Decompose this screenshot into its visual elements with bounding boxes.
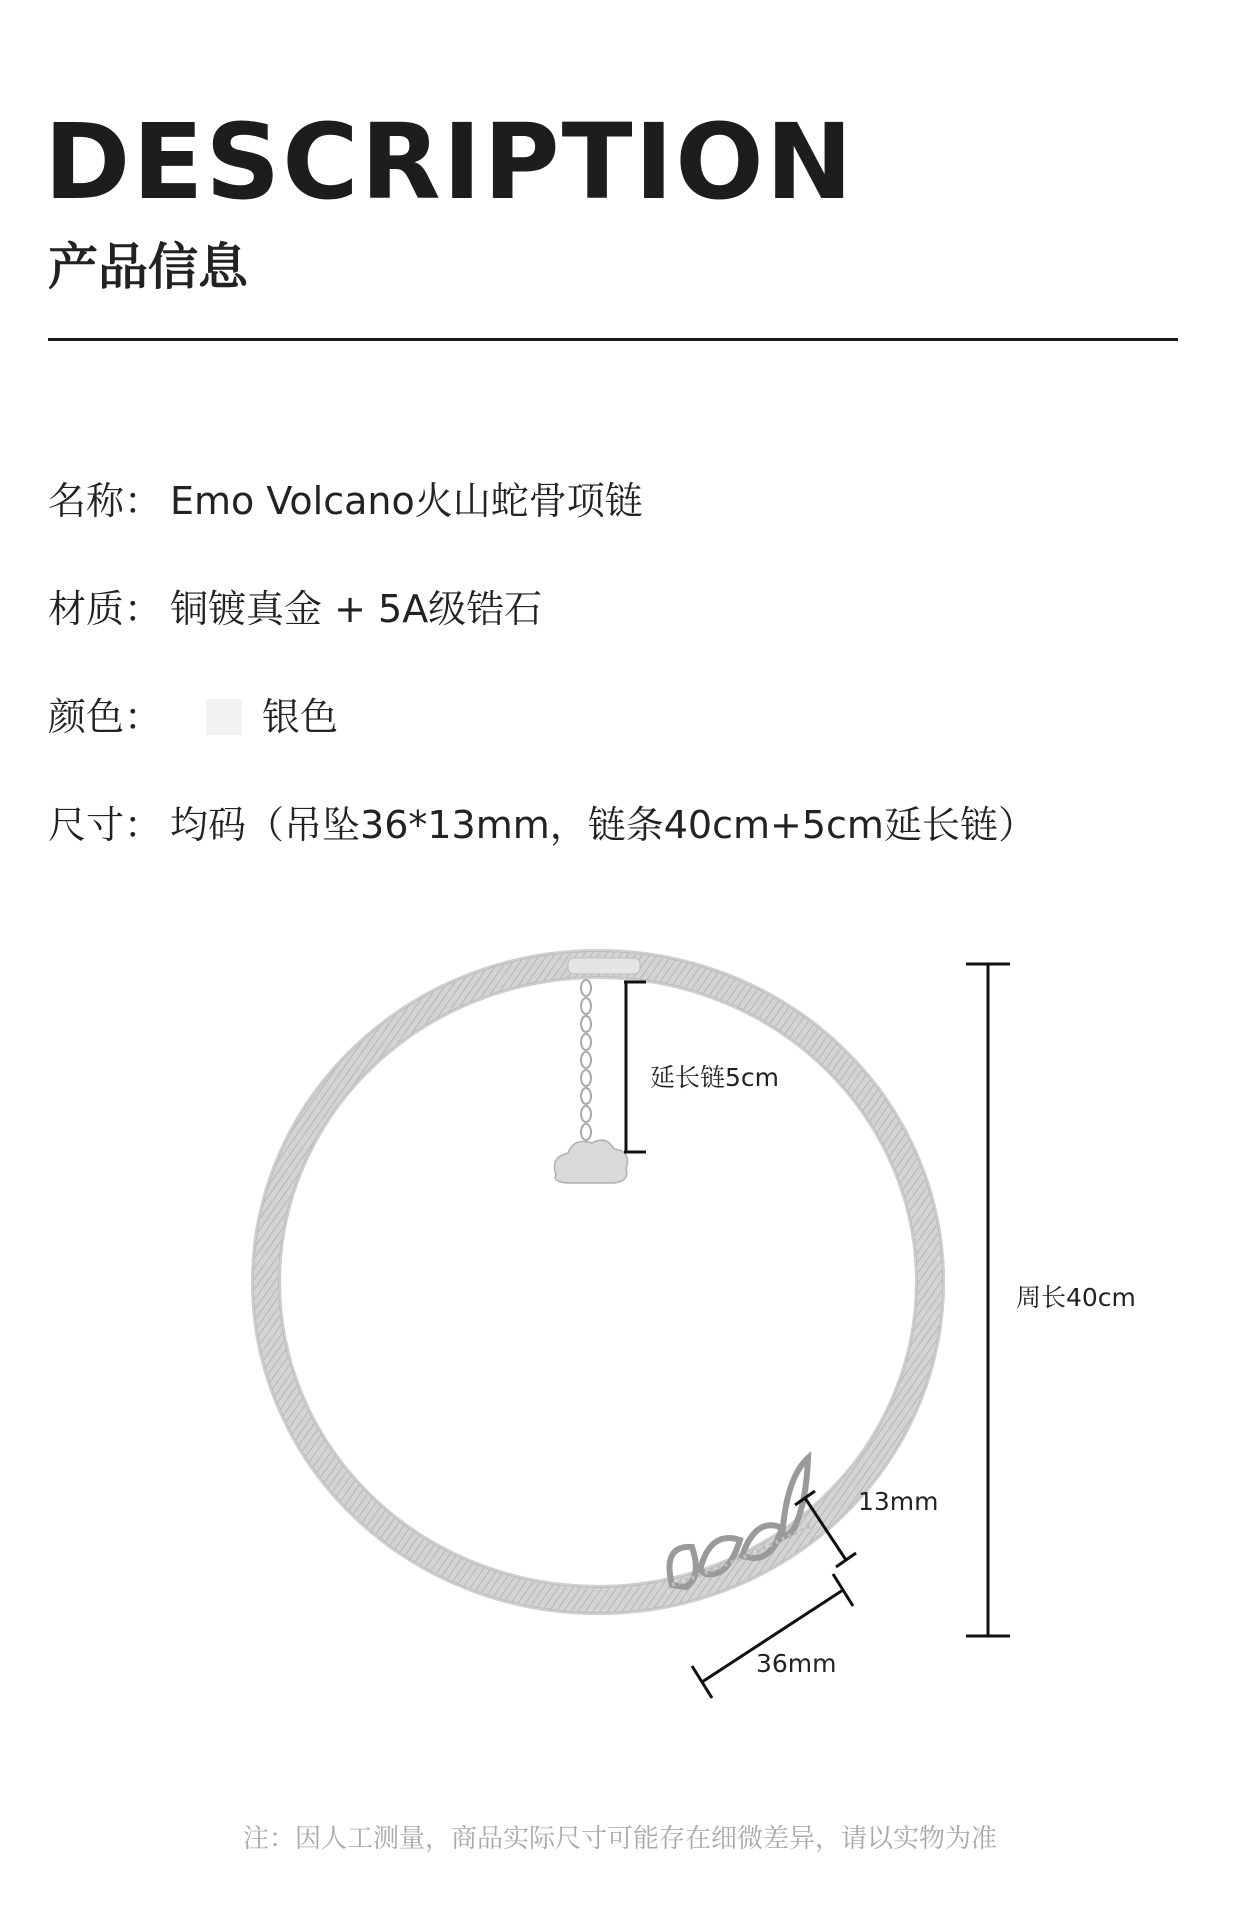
spec-row-size xyxy=(48,803,1036,847)
necklace-diagram xyxy=(0,930,1240,1730)
spec-row-name xyxy=(48,479,643,523)
spec-value-size: 均码（吊坠36*13mm，链条40cm+5cm延长链） xyxy=(170,803,1036,847)
spec-row-material xyxy=(48,587,543,631)
spec-label-name: 名称： xyxy=(48,479,163,523)
divider xyxy=(48,338,1178,341)
spec-label-size: 尺寸： xyxy=(48,803,163,847)
disclaimer-note: 注：因人工测量，商品实际尺寸可能存在细微差异，请以实物为准 xyxy=(242,1824,997,1854)
spec-value-name: Emo Volcano火山蛇骨项链 xyxy=(170,479,643,523)
spec-value-material: 铜镀真金 + 5A级锆石 xyxy=(170,587,543,631)
spec-label-color: 颜色： xyxy=(48,695,163,739)
pendant-height-label: 13mm xyxy=(858,1487,939,1516)
color-swatch xyxy=(206,699,242,735)
page-subtitle: 产品信息 xyxy=(48,238,248,296)
extension-dimension xyxy=(624,982,646,1152)
spec-label-material: 材质： xyxy=(48,587,163,631)
pendant-width-label: 36mm xyxy=(756,1649,837,1678)
extension-length-label: 延长链5cm xyxy=(650,1063,780,1092)
spec-row-color xyxy=(48,695,339,739)
page-title: DESCRIPTION xyxy=(44,101,855,223)
circumference-dimension xyxy=(966,964,1010,1636)
spec-value-color: 银色 xyxy=(262,695,339,739)
necklace-image xyxy=(252,950,944,1614)
circumference-label: 周长40cm xyxy=(1016,1283,1136,1312)
